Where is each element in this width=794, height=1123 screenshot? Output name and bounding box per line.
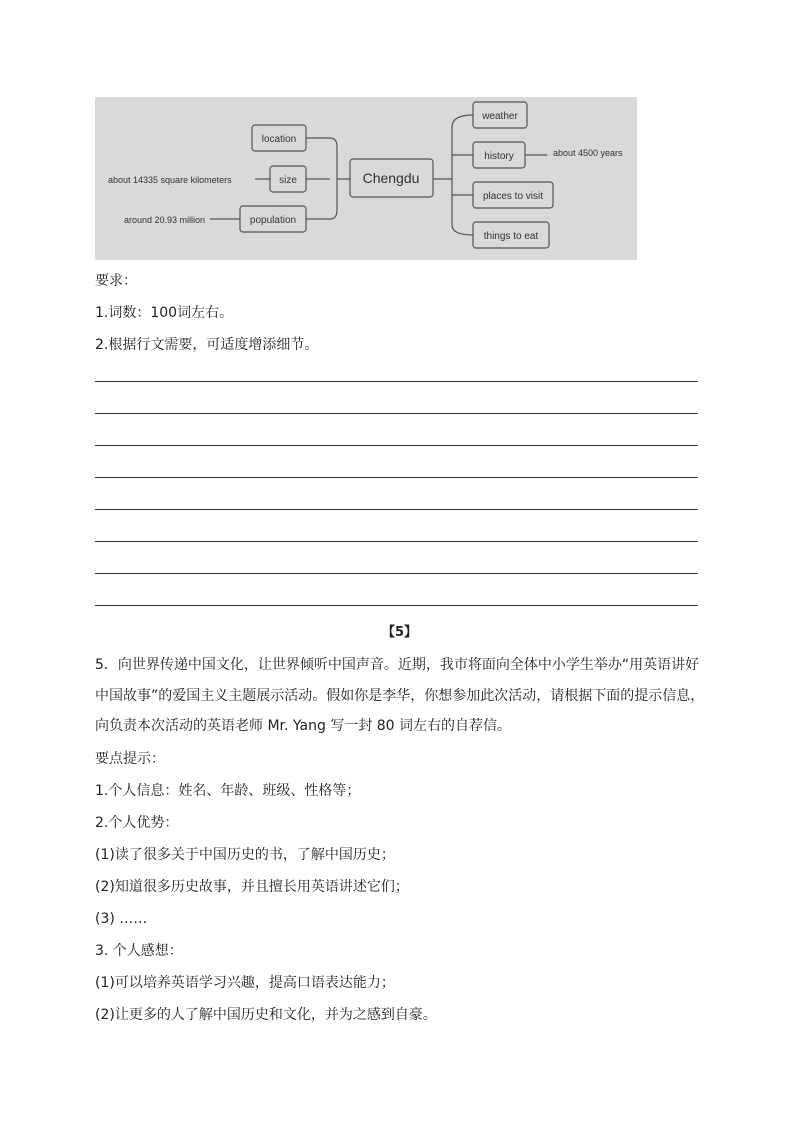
node-places bbox=[473, 182, 553, 208]
tip-2b: (2)知道很多历史故事，并且擅长用英语讲述它们； bbox=[95, 879, 409, 895]
writing-line-3[interactable] bbox=[95, 445, 698, 446]
node-size bbox=[270, 166, 306, 192]
tip-3: 3. 个人感想： bbox=[95, 943, 183, 959]
writing-line-6[interactable] bbox=[95, 541, 698, 542]
tip-3b: (2)让更多的人了解中国历史和文化，并为之感到自豪。 bbox=[95, 1007, 437, 1023]
node-history bbox=[473, 142, 525, 168]
tip-2a: (1)读了很多关于中国历史的书，了解中国历史； bbox=[95, 847, 395, 863]
node-food-label: things to eat bbox=[483, 231, 539, 242]
node-size-label: size bbox=[279, 175, 297, 186]
annotation-population: around 20.93 million bbox=[124, 215, 206, 225]
writing-line-5[interactable] bbox=[95, 509, 698, 510]
node-population bbox=[240, 206, 306, 232]
writing-line-7[interactable] bbox=[95, 573, 698, 574]
question-5-line-3: 向负责本次活动的英语老师 Mr. Yang 写一封 80 词左右的自荐信。 bbox=[95, 718, 512, 734]
node-location bbox=[252, 125, 306, 151]
requirement-2: 2.根据行文需要，可适度增添细节。 bbox=[95, 337, 319, 353]
writing-line-8[interactable] bbox=[95, 605, 698, 606]
node-weather-label: weather bbox=[482, 111, 518, 122]
node-weather bbox=[473, 102, 527, 128]
node-center bbox=[350, 159, 433, 197]
writing-line-4[interactable] bbox=[95, 477, 698, 478]
node-location-label: location bbox=[261, 134, 297, 145]
tip-2: 2.个人优势： bbox=[95, 815, 179, 831]
node-center-label: Chengdu bbox=[362, 170, 420, 186]
writing-line-1[interactable] bbox=[95, 381, 698, 382]
node-places-label: places to visit bbox=[482, 191, 544, 202]
writing-line-2[interactable] bbox=[95, 413, 698, 414]
requirement-1: 1.词数：100词左右。 bbox=[95, 305, 234, 321]
question-5-line-2: 中国故事”的爱国主义主题展示活动。假如你是李华，你想参加此次活动，请根据下面的提示信息， bbox=[95, 688, 705, 704]
tip-1: 1.个人信息：姓名、年龄、班级、性格等； bbox=[95, 783, 361, 799]
annotation-size: about 14335 square kilometers bbox=[108, 175, 232, 185]
section-label: 【5】 bbox=[382, 625, 418, 640]
tip-3a: (1)可以培养英语学习兴趣，提高口语表达能力； bbox=[95, 975, 395, 991]
mindmap-photo bbox=[95, 97, 637, 260]
question-5-line-1: 5．向世界传递中国文化，让世界倾听中国声音。近期，我市将面向全体中小学生举办“用英语讲好 bbox=[95, 657, 700, 673]
requirements-heading: 要求： bbox=[95, 273, 137, 289]
tip-2c: (3) …… bbox=[95, 911, 148, 927]
node-history-label: history bbox=[484, 151, 514, 162]
mindmap-diagram bbox=[95, 97, 637, 260]
node-food bbox=[473, 222, 549, 248]
tips-heading: 要点提示： bbox=[95, 751, 165, 767]
annotation-history: about 4500 years bbox=[553, 148, 623, 158]
node-population-label: population bbox=[249, 215, 297, 226]
